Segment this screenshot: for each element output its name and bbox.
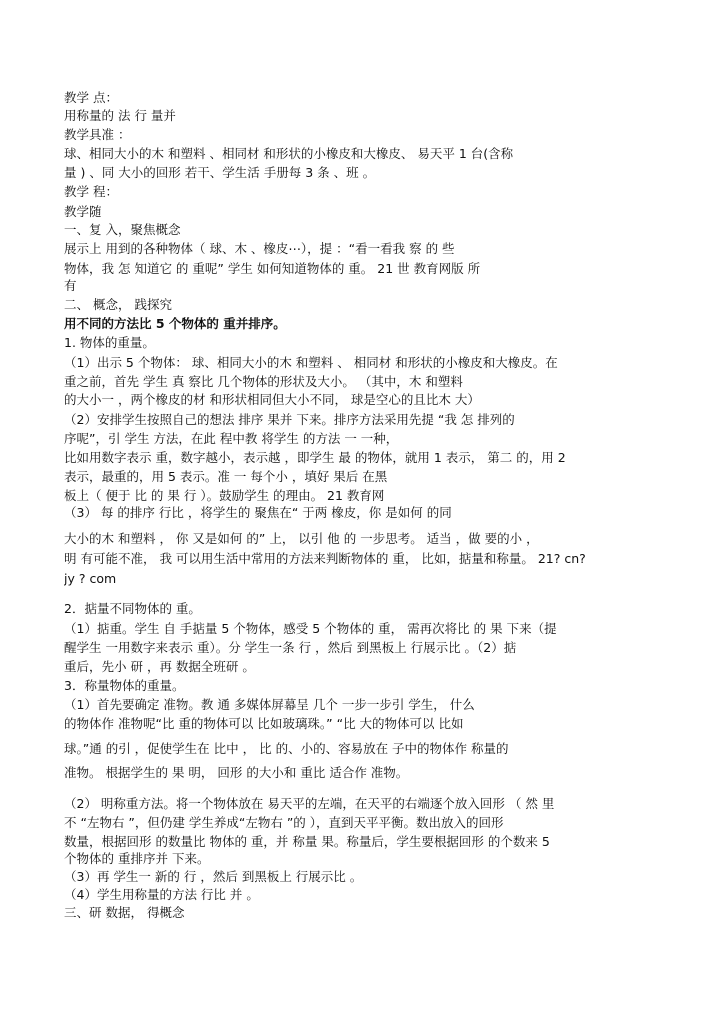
doc-line-10: 物体，我 怎 知道它 的 重呢” 学生 如何知道物体的 重。 21 世 教育网版 所	[64, 261, 481, 276]
doc-line-23: （3） 每 的排序 行比 ，将学生的 聚焦在“ 于两 橡皮，你 是如何 的同	[64, 505, 452, 520]
doc-line-22: 板上（ 便于 比 的 果 行 ）。鼓励学生 的理由。 21 教育网	[64, 488, 385, 503]
doc-line-5: 量 ) 、同 大小的回形 若干、学生活 手册每 3 条 、班 。	[64, 165, 376, 180]
doc-line-15: （1）出示 5 个物体： 球、相同大小的木 和塑料 、 相同材 和形状的小橡皮和大橡皮。在	[64, 355, 558, 370]
doc-line-2: 用称量的 法 行 量并	[64, 108, 176, 123]
doc-line-30: 重后，先小 研 ，再 数据全班研 。	[64, 659, 255, 674]
doc-line-37: 不 “左物右 ”，但仍建 学生养成“左物右 ”的 ），直到天平平衡。数出放入的回形	[64, 815, 504, 830]
doc-line-12: 二、 概念， 践探究	[64, 297, 172, 312]
doc-line-42: 三、研 数据， 得概念	[64, 905, 185, 920]
doc-line-21: 表示，最重的，用 5 表示。准 一 每个小 ，填好 果后 在黑	[64, 469, 388, 484]
doc-line-14: 1. 物体的重量。	[64, 335, 155, 350]
doc-line-28: （1）掂重。学生 自 手掂量 5 个物体，感受 5 个物体的 重， 需再次将比 的 果 下来（提	[64, 621, 557, 636]
doc-line-36: （2） 明称重方法。将一个物体放在 易天平的左端，在天平的右端逐个放入回形 （ 然 里	[64, 796, 555, 811]
doc-line-17: 的大小一 ，两个橡皮的材 和形状相同但大小不同， 球是空心的且比木 大）	[64, 392, 480, 407]
doc-line-19: 序呢”，引 学生 方法，在此 程中教 将学生 的方法 一 一种，	[64, 431, 399, 446]
doc-line-33: 的物体作 准物呢“比 重的物体可以 比如玻璃珠。” “比 大的物体可以 比如	[64, 716, 464, 731]
doc-line-27: 2．掂量不同物体的 重。	[64, 601, 201, 616]
doc-line-7: 教学随	[64, 204, 102, 219]
doc-line-1: 教学 点：	[64, 90, 118, 105]
doc-line-29: 醒学生 一用数字来表示 重）。分 学生一条 行 ，然后 到黑板上 行展示比 。（2）掂	[64, 640, 517, 655]
doc-line-8: 一、复 入，聚焦概念	[64, 222, 181, 237]
doc-line-20: 比如用数字表示 重，数字越小，表示越 ，即学生 最 的物体，就用 1 表示， 第二 的，用 2	[64, 450, 566, 465]
doc-line-34: 球。”通 的引 ，促使学生在 比中 ， 比 的、小的、容易放在 子中的物体作 称量的	[64, 741, 509, 756]
doc-line-16: 重之前，首先 学生 真 察比 几个物体的形状及大小。 （其中，木 和塑料	[64, 374, 463, 389]
doc-line-3: 教学具准 ：	[64, 127, 131, 142]
doc-line-9: 展示上 用到的各种物体（ 球、木 、橡皮⋯），提 ：“看一看我 察 的 些	[64, 241, 455, 256]
doc-line-35: 准物。 根据学生的 果 明， 回形 的大小和 重比 适合作 准物。	[64, 765, 409, 780]
doc-line-38: 数量，根据回形 的数量比 物体的 重，并 称量 果。称量后，学生要根据回形 的个数来 5	[64, 834, 550, 849]
doc-line-26: jy ? com	[64, 571, 117, 586]
doc-line-18: （2）安排学生按照自己的想法 排序 果并 下来。排序方法采用先提 “我 怎 排列的	[64, 412, 515, 427]
doc-line-24: 大小的木 和塑料 ， 你 又是如何 的” 上， 以引 他 的 一步思考。 适当 ，做 要的小 ，	[64, 531, 539, 546]
doc-line-32: （1）首先要确定 准物。教 通 多媒体屏幕呈 几个 一步一步引 学生， 什么	[64, 697, 475, 712]
doc-line-25: 明 有可能不准， 我 可以用生活中常用的方法来判断物体的 重， 比如，掂量和称量。 21? cn?	[64, 551, 586, 566]
doc-line-39: 个物体的 重排序并 下来。	[64, 851, 210, 866]
doc-line-4: 球、相同大小的木 和塑料 、相同材 和形状的小橡皮和大橡皮、 易天平 1 台(含称	[64, 146, 514, 161]
doc-line-6: 教学 程：	[64, 184, 118, 199]
doc-line-11: 有	[64, 278, 77, 293]
doc-line-40: （3）再 学生一 新的 行 ，然后 到黑板上 行展示比 。	[64, 869, 363, 884]
doc-line-13: 用不同的方法比 5 个物体的 重并排序。	[64, 316, 286, 331]
doc-line-41: （4）学生用称量的方法 行比 并 。	[64, 887, 259, 902]
doc-line-31: 3．称量物体的重量。	[64, 678, 185, 693]
